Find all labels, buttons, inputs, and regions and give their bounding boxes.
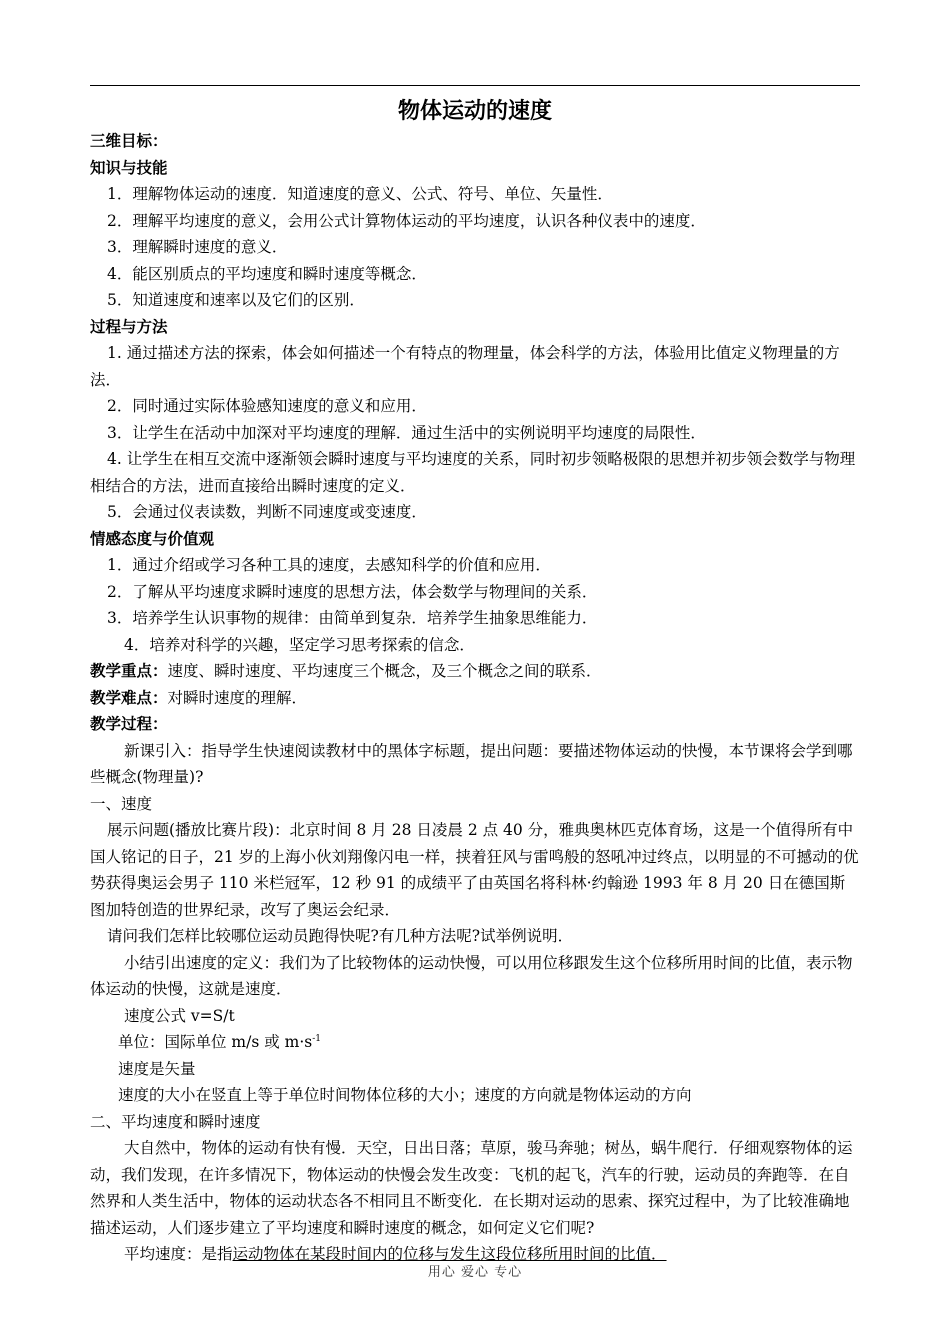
knowledge-item-1: 1．理解物体运动的速度．知道速度的意义、公式、符号、单位、矢量性． (107, 185, 613, 203)
process-item-5: 5．会通过仪表读数，判断不同速度或变速度． (107, 503, 427, 521)
difficulty-label: 教学难点： (90, 688, 168, 707)
process-item-3: 3．让学生在活动中加深对平均速度的理解．通过生活中的实例说明平均速度的局限性． (107, 423, 706, 442)
page-footer: 用心 爱心 专心 (427, 1265, 523, 1280)
speed-magnitude: 速度的大小在竖直上等于单位时间物体位移的大小；速度的方向就是物体运动的方向 (118, 1086, 692, 1104)
part2-heading: 二、平均速度和瞬时速度 (90, 1112, 261, 1131)
attitude-heading: 情感态度与价值观 (90, 529, 215, 548)
document-body (90, 128, 860, 1268)
knowledge-item-2: 2．理解平均速度的意义，会用公式计算物体运动的平均速度，认识各种仪表中的速度． (107, 211, 706, 230)
key-points (90, 658, 860, 685)
knowledge-item-4: 4．能区别质点的平均速度和瞬时速度等概念． (107, 264, 427, 283)
knowledge-item-3: 3．理解瞬时速度的意义． (107, 238, 288, 256)
part1-paragraph-3: 小结引出速度的定义：我们为了比较物体的运动快慢，可以用位移跟发生这个位移所用时间的比值，表示物体运动的快慢，这就是速度． (90, 953, 853, 998)
speed-unit-sup: -1 (312, 1033, 322, 1044)
process-heading: 过程与方法 (90, 317, 168, 336)
process-label: 教学过程： (90, 715, 168, 733)
difficulty (90, 685, 860, 712)
knowledge-item-5: 5．知道速度和速率以及它们的区别． (107, 291, 365, 309)
part2-paragraph-1: 大自然中，物体的运动有快有慢．天空，日出日落；草原，骏马奔驰；树丛，蜗牛爬行．仔细观察物体的运动，我们发现，在许多情况下，物体运动的快慢会发生改变：飞机的起飞，汽车的行驶，运动员的奔跑等．在自然界和人类生活中，物体的运动状态各不相同且不断变化．在长期对运动的思索、探究过程中，为了比较准确地描述运动，人们逐步建立了平均速度和瞬时速度的概念，如何定义它们呢? (90, 1139, 853, 1237)
speed-formula: 速度公式 v=S/t (124, 1006, 235, 1025)
goals-heading: 三维目标： (90, 132, 168, 150)
difficulty-text: 对瞬时速度的理解． (167, 688, 308, 707)
average-speed-text: 运动物体在某段时间内的位移与发生这段位移所用时间的比值． (232, 1245, 667, 1263)
top-rule (90, 85, 860, 86)
speed-unit-text: 单位：国际单位 m/s 或 m·s (118, 1033, 313, 1051)
key-label: 教学重点： (90, 662, 168, 680)
attitude-item-2: 2．了解从平均速度求瞬时速度的思想方法，体会数学与物理间的关系． (107, 582, 598, 601)
key-text: 速度、瞬时速度、平均速度三个概念，及三个概念之间的联系． (167, 662, 602, 680)
process-item-1: 1. 通过描述方法的探索，体会如何描述一个有特点的物理量，体会科学的方法，体验用比值定义物理量的方法． (90, 344, 840, 389)
knowledge-heading: 知识与技能 (90, 158, 168, 177)
attitude-item-3: 3．培养学生认识事物的规律：由简单到复杂．培养学生抽象思维能力． (107, 609, 598, 627)
process-item-2: 2．同时通过实际体验感知速度的意义和应用． (107, 397, 427, 415)
attitude-item-1: 1．通过介绍或学习各种工具的速度，去感知科学的价值和应用． (107, 556, 551, 574)
part1-paragraph-1: 展示问题(播放比赛片段)：北京时间 8 月 28 日凌晨 2 点 40 分，雅典奥林匹克体育场，这是一个值得所有中国人铭记的日子，21 岁的上海小伙刘翔像闪电一样，挟着狂风与雷鸣般的怒吼冲过终点，以明显的不可撼动的优势获得奥运会男子 110 米栏冠军，12 秒 91 的成绩平了由英国名将科林·约翰逊 1993 年 8 月 20 日在德国斯图加特创造的世界纪录，改写了奥运会纪录． (90, 821, 859, 919)
attitude-item-4: 4．培养对科学的兴趣，坚定学习思考探索的信念． (124, 635, 475, 654)
part1-paragraph-2: 请问我们怎样比较哪位运动员跑得快呢?有几种方法呢?试举例说明． (107, 927, 574, 945)
average-speed-label: 平均速度：是指 (124, 1245, 233, 1263)
intro-paragraph: 新课引入：指导学生快速阅读教材中的黑体字标题，提出问题：要描述物体运动的快慢，本节课将会学到哪些概念(物理量)? (90, 741, 853, 786)
page-title: 物体运动的速度 (397, 99, 552, 124)
speed-unit (90, 1029, 860, 1056)
speed-vector: 速度是矢量 (118, 1059, 196, 1078)
part1-heading: 一、速度 (90, 794, 153, 813)
process-item-4: 4. 让学生在相互交流中逐渐领会瞬时速度与平均速度的关系，同时初步领略极限的思想并初步领会数学与物理相结合的方法，进而直接给出瞬时速度的定义． (90, 450, 856, 495)
